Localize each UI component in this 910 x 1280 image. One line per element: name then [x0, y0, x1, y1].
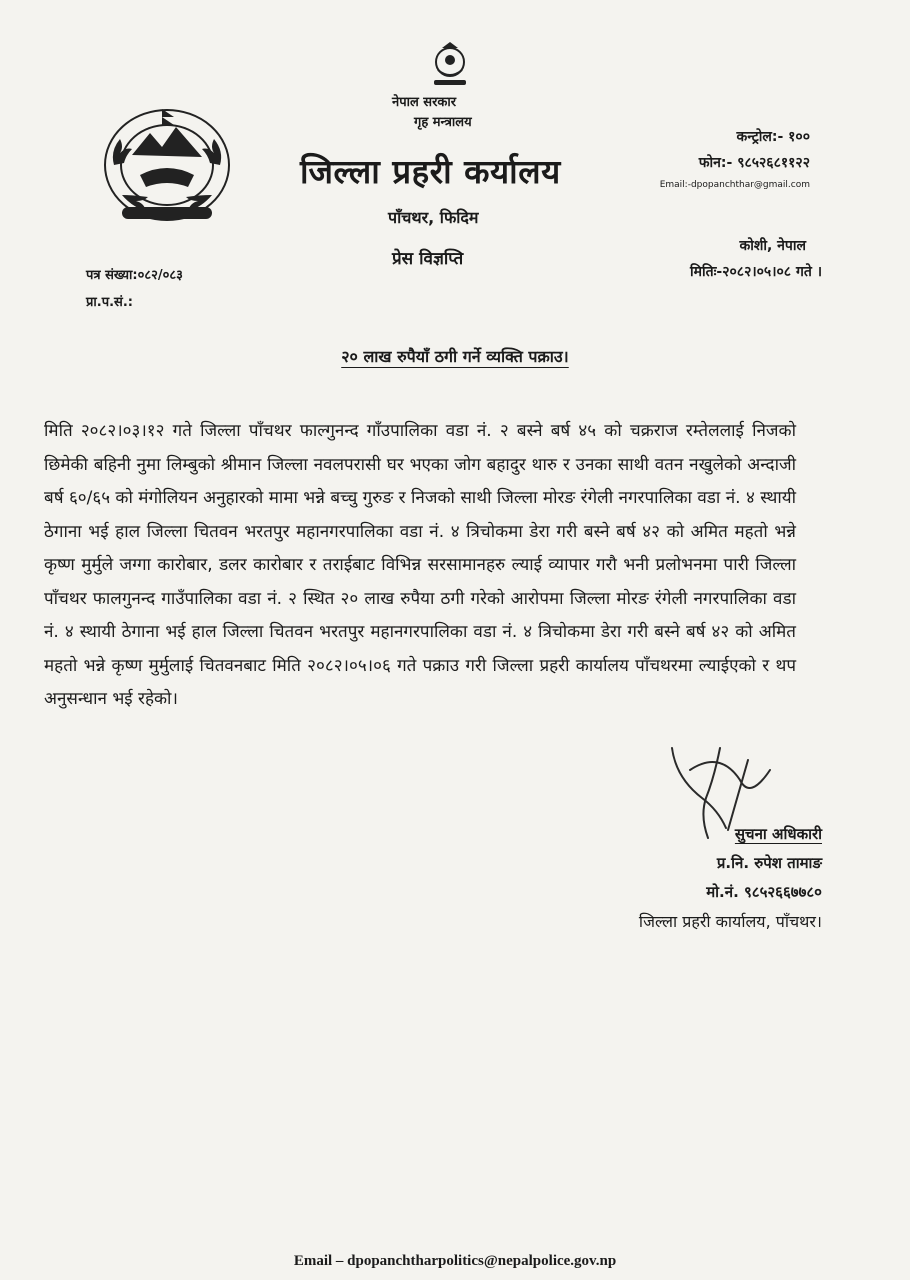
- subject-text: २० लाख रुपैयाँ ठगी गर्ने व्यक्ति पक्राउ।: [341, 347, 569, 366]
- body-paragraph: मिति २०८२।०३।१२ गते जिल्ला पाँचथर फाल्गुनन्द गाँउपालिका वडा नं. २ बस्ने बर्ष ४५ को चक्रराज रम्तेललाई निजको छिमेकी बहिनी नुमा लिम्बुको श्रीमान जिल्ला नवलपरासी घर भएका जोग बहादुर थारु र उनका साथी वतन नखुलेको अन्दाजी बर्ष ६०/६५ को मंगोलियन अनुहारको मामा भन्ने बच्चु गुरुङ र निजको साथी जिल्ला मोरङ रंगेली नगरपालिका वडा नं. ४ स्थायी ठेगाना भई हाल जिल्ला चितवन भरतपुर महानगरपालिका वडा नं. ४ त्रिचोकमा डेरा गरी बस्ने बर्ष ४२ को अमित महतो भन्ने कृष्ण मुर्मुले जग्गा कारोबार, डलर कारोबार र तराईबाट विभिन्न सरसामानहरु ल्याई व्यापार गरौ भनी प्रलोभनमा पारी जिल्ला पाँचथर फालगुनन्द गाउँपालिका वडा नं. २ स्थित २० लाख रुपैया ठगी गरेको आरोपमा जिल्ला मोरङ रंगेली नगरपालिका वडा नं. ४ स्थायी ठेगाना भई हाल जिल्ला चितवन भरतपुर महानगरपालिका वडा नं. ४ त्रिचोकमा डेरा गरी बस्ने बर्ष ४२ को अमित महतो भन्ने कृष्ण मुर्मुलाई चितवनबाट मिति २०८२।०५।०६ गते पक्राउ गरी जिल्ला प्रहरी कार्यालय पाँचथरमा ल्याईएको र थप अनुसन्धान भई रहेको।: [44, 421, 796, 709]
- footer-email: Email – dpopanchtharpolitics@nepalpolice.gov.np: [293, 1253, 617, 1269]
- government-name: नेपाल सरकार: [392, 95, 457, 110]
- contact-block: [660, 124, 810, 194]
- press-release-label: प्रेस विज्ञप्ति: [392, 249, 464, 269]
- nepal-police-logo-icon: [420, 40, 480, 90]
- ministry-name: गृह मन्त्रालय: [414, 115, 472, 130]
- phone-number: फोन:- ९८५२६८११२२: [698, 155, 810, 171]
- letter-number: पत्र संख्या:०८२/०८३: [86, 268, 183, 283]
- dispatch-number: प्रा.प.सं.:: [86, 295, 133, 310]
- signatory-name: प्र.नि. रुपेश तामाङ: [716, 854, 822, 872]
- subject-heading: [0, 345, 910, 367]
- contact-email: Email:-dpopanchthar@gmail.com: [659, 180, 810, 190]
- signatory-block: [639, 820, 822, 936]
- signatory-office: जिल्ला प्रहरी कार्यालय, पाँचथर।: [638, 912, 822, 931]
- office-place: पाँचथर, फिदिम: [388, 208, 479, 227]
- nepal-government-emblem-icon: [92, 95, 242, 230]
- signatory-designation: सुचना अधिकारी: [734, 825, 822, 843]
- province-name: कोशी, नेपाल: [739, 238, 806, 254]
- control-number: कन्ट्रोल:- १००: [736, 129, 810, 145]
- signatory-mobile: मो.नं. ९८५२६६७७८०: [706, 883, 822, 901]
- issue-date: मितिः-२०८२।०५।०८ गते ।: [689, 264, 822, 280]
- office-title: जिल्ला प्रहरी कर्यालय: [300, 152, 561, 191]
